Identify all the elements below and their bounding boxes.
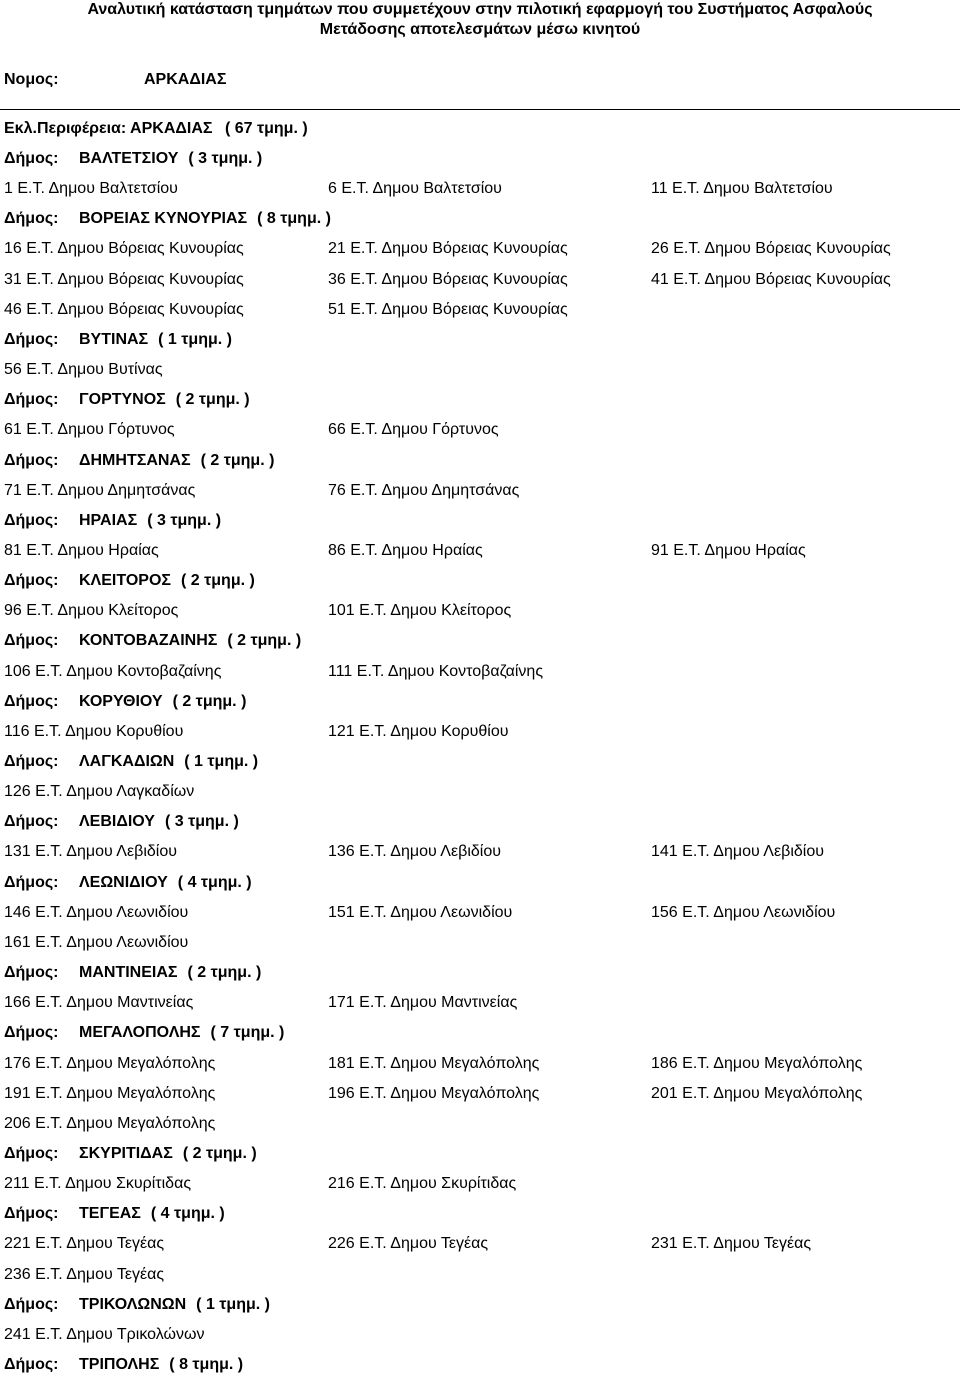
municipality-label: Δήμος:	[4, 572, 59, 590]
region-count: ( 67 τμημ. )	[224, 120, 308, 137]
section-entry: 146 Ε.Τ. Δημου Λεωνιδίου	[4, 903, 189, 921]
section-entry: 211 Ε.Τ. Δημου Σκυρίτιδας	[4, 1175, 192, 1193]
section-count: ( 1 τμημ. )	[184, 753, 259, 770]
municipality-label: Δήμος:	[4, 1295, 59, 1313]
municipality-label: Δήμος:	[4, 873, 59, 891]
municipality-name: ΜΑΝΤΙΝΕΙΑΣ	[79, 964, 178, 982]
municipality-name: ΚΟΡΥΘΙΟΥ	[79, 692, 163, 710]
section-entry: 61 Ε.Τ. Δημου Γόρτυνος	[4, 421, 175, 439]
section-entry: 16 Ε.Τ. Δημου Βόρειας Κυνουρίας	[4, 240, 244, 258]
section-entry: 1 Ε.Τ. Δημου Βαλτετσίου	[4, 180, 178, 198]
municipality-name: ΛΕΒΙΔΙΟΥ	[79, 813, 155, 831]
divider	[0, 109, 960, 110]
municipality-heading	[4, 868, 252, 898]
municipality-heading	[4, 506, 221, 536]
section-count: ( 4 τμημ. )	[150, 1205, 225, 1223]
section-count: ( 3 τμημ. )	[188, 150, 263, 167]
municipality-label: Δήμος:	[4, 210, 59, 228]
section-entry: 236 Ε.Τ. Δημου Τεγέας	[4, 1265, 165, 1283]
section-entry: 171 Ε.Τ. Δημου Μαντινείας	[328, 994, 518, 1012]
prefecture-heading	[4, 68, 226, 92]
municipality-label: Δήμος:	[4, 1356, 59, 1373]
section-entry: 36 Ε.Τ. Δημου Βόρειας Κυνουρίας	[328, 270, 568, 288]
municipality-name: ΒΑΛΤΕΤΣΙΟΥ	[79, 150, 179, 167]
municipality-label: Δήμος:	[4, 511, 59, 529]
section-entry: 91 Ε.Τ. Δημου Ηραίας	[651, 541, 806, 559]
region-text: Εκλ.Περιφέρεια: ΑΡΚΑΔΙΑΣ	[4, 120, 213, 137]
municipality-name: ΗΡΑΙΑΣ	[79, 511, 138, 529]
municipality-label: Δήμος:	[4, 391, 59, 409]
municipality-heading	[4, 566, 255, 596]
municipality-label: Δήμος:	[4, 753, 59, 770]
section-entry: 191 Ε.Τ. Δημου Μεγαλόπολης	[4, 1084, 216, 1102]
section-entry: 121 Ε.Τ. Δημου Κορυθίου	[328, 722, 509, 740]
section-entry: 221 Ε.Τ. Δημου Τεγέας	[4, 1235, 165, 1253]
section-entry: 201 Ε.Τ. Δημου Μεγαλόπολης	[651, 1084, 863, 1102]
municipality-name: ΤΡΙΚΟΛΩΝΩΝ	[79, 1295, 187, 1313]
municipality-label: Δήμος:	[4, 330, 59, 348]
section-entry: 41 Ε.Τ. Δημου Βόρειας Κυνουρίας	[651, 270, 891, 288]
municipality-heading	[4, 385, 250, 415]
municipality-name: ΤΡΙΠΟΛΗΣ	[79, 1356, 160, 1373]
section-count: ( 1 τμημ. )	[158, 330, 232, 348]
municipality-heading	[4, 1139, 257, 1169]
municipality-name: ΤΕΓΕΑΣ	[79, 1205, 141, 1223]
region-heading	[4, 114, 308, 144]
title-line-1: Αναλυτική κατάσταση τμημάτων που συμμετέχουν στην πιλοτική εφαρμογή του Συστήματος Ασφαλούς	[87, 1, 873, 18]
section-entry: 51 Ε.Τ. Δημου Βόρειας Κυνουρίας	[328, 300, 568, 318]
section-entry: 226 Ε.Τ. Δημου Τεγέας	[328, 1235, 489, 1253]
section-entry: 131 Ε.Τ. Δημου Λεβιδίου	[4, 843, 177, 861]
section-entry: 216 Ε.Τ. Δημου Σκυρίτιδας	[328, 1175, 517, 1193]
municipality-name: ΜΕΓΑΛΟΠΟΛΗΣ	[79, 1024, 201, 1042]
municipality-heading	[4, 626, 301, 656]
section-entry: 136 Ε.Τ. Δημου Λεβιδίου	[328, 843, 501, 861]
section-entry: 206 Ε.Τ. Δημου Μεγαλόπολης	[4, 1114, 216, 1132]
section-entry: 231 Ε.Τ. Δημου Τεγέας	[651, 1235, 812, 1253]
section-count: ( 2 τμημ. )	[172, 692, 247, 710]
document-title	[0, 0, 960, 40]
section-entry: 81 Ε.Τ. Δημου Ηραίας	[4, 541, 159, 559]
municipality-name: ΚΟΝΤΟΒΑΖΑΙΝΗΣ	[79, 632, 218, 650]
municipality-heading	[4, 1199, 225, 1229]
section-count: ( 2 τμημ. )	[182, 1144, 257, 1162]
municipality-label: Δήμος:	[4, 1024, 59, 1042]
section-count: ( 2 τμημ. )	[181, 572, 255, 590]
section-count: ( 2 τμημ. )	[200, 451, 275, 469]
section-entry: 176 Ε.Τ. Δημου Μεγαλόπολης	[4, 1054, 216, 1072]
section-entry: 66 Ε.Τ. Δημου Γόρτυνος	[328, 421, 499, 439]
section-entry: 166 Ε.Τ. Δημου Μαντινείας	[4, 994, 194, 1012]
section-entry: 141 Ε.Τ. Δημου Λεβιδίου	[651, 843, 824, 861]
municipality-name: ΔΗΜΗΤΣΑΝΑΣ	[79, 451, 191, 469]
section-entry: 11 Ε.Τ. Δημου Βαλτετσίου	[651, 180, 833, 198]
section-entry: 76 Ε.Τ. Δημου Δημητσάνας	[328, 481, 520, 499]
municipality-label: Δήμος:	[4, 964, 59, 982]
title-line-2: Μετάδοσης αποτελεσμάτων μέσω κινητού	[319, 21, 641, 38]
section-count: ( 7 τμημ. )	[210, 1024, 285, 1042]
municipality-label: Δήμος:	[4, 150, 59, 167]
municipality-name: ΣΚΥΡΙΤΙΔΑΣ	[79, 1144, 173, 1162]
section-entry: 6 Ε.Τ. Δημου Βαλτετσίου	[328, 180, 502, 198]
municipality-heading	[4, 446, 274, 476]
section-entry: 156 Ε.Τ. Δημου Λεωνιδίου	[651, 903, 836, 921]
section-count: ( 3 τμημ. )	[147, 511, 222, 529]
municipality-label: Δήμος:	[4, 1144, 59, 1162]
section-entry: 56 Ε.Τ. Δημου Βυτίνας	[4, 361, 163, 379]
section-entry: 71 Ε.Τ. Δημου Δημητσάνας	[4, 481, 196, 499]
section-entry: 116 Ε.Τ. Δημου Κορυθίου	[4, 722, 184, 740]
section-entry: 96 Ε.Τ. Δημου Κλείτορος	[4, 602, 179, 620]
section-entry: 186 Ε.Τ. Δημου Μεγαλόπολης	[651, 1054, 863, 1072]
section-entry: 26 Ε.Τ. Δημου Βόρειας Κυνουρίας	[651, 240, 891, 258]
municipality-heading	[4, 958, 261, 988]
municipality-label: Δήμος:	[4, 632, 59, 650]
municipality-heading	[4, 204, 331, 234]
municipality-label: Δήμος:	[4, 692, 59, 710]
municipality-heading	[4, 807, 239, 837]
prefecture-name: ΑΡΚΑΔΙΑΣ	[144, 71, 227, 88]
section-count: ( 2 τμημ. )	[227, 632, 302, 650]
section-count: ( 2 τμημ. )	[175, 391, 250, 409]
municipality-heading	[4, 1018, 284, 1048]
section-entry: 21 Ε.Τ. Δημου Βόρειας Κυνουρίας	[328, 240, 568, 258]
section-entry: 86 Ε.Τ. Δημου Ηραίας	[328, 541, 483, 559]
municipality-name: ΛΑΓΚΑΔΙΩΝ	[79, 753, 175, 770]
section-count: ( 2 τμημ. )	[187, 964, 262, 982]
section-entry: 151 Ε.Τ. Δημου Λεωνιδίου	[328, 903, 513, 921]
section-entry: 101 Ε.Τ. Δημου Κλείτορος	[328, 602, 512, 620]
municipality-name: ΛΕΩΝΙΔΙΟΥ	[79, 873, 168, 891]
section-entry: 126 Ε.Τ. Δημου Λαγκαδίων	[4, 783, 195, 801]
section-entry: 161 Ε.Τ. Δημου Λεωνιδίου	[4, 933, 189, 951]
municipality-name: ΓΟΡΤΥΝΟΣ	[79, 391, 166, 409]
section-entry: 111 Ε.Τ. Δημου Κοντοβαζαίνης	[328, 662, 544, 680]
section-entry: 106 Ε.Τ. Δημου Κοντοβαζαίνης	[4, 662, 222, 680]
prefecture-label: Νομος:	[4, 71, 59, 88]
municipality-heading	[4, 687, 246, 717]
section-entry: 196 Ε.Τ. Δημου Μεγαλόπολης	[328, 1084, 540, 1102]
municipality-label: Δήμος:	[4, 1205, 59, 1223]
municipality-name: ΚΛΕΙΤΟΡΟΣ	[79, 572, 171, 590]
municipality-label: Δήμος:	[4, 813, 59, 831]
section-entry: 181 Ε.Τ. Δημου Μεγαλόπολης	[328, 1054, 540, 1072]
section-count: ( 8 τμημ. )	[257, 210, 331, 228]
section-count: ( 3 τμημ. )	[164, 813, 239, 831]
municipality-label: Δήμος:	[4, 451, 59, 469]
municipality-heading	[4, 1350, 243, 1380]
section-count: ( 8 τμημ. )	[169, 1356, 244, 1373]
municipality-heading	[4, 144, 262, 174]
municipality-name: ΒΥΤΙΝΑΣ	[79, 330, 149, 348]
municipality-heading	[4, 1290, 270, 1320]
section-count: ( 4 τμημ. )	[177, 873, 252, 891]
section-count: ( 1 τμημ. )	[196, 1295, 270, 1313]
section-entry: 46 Ε.Τ. Δημου Βόρειας Κυνουρίας	[4, 300, 244, 318]
municipality-name: ΒΟΡΕΙΑΣ ΚΥΝΟΥΡΙΑΣ	[79, 210, 248, 228]
municipality-heading	[4, 747, 258, 777]
section-entry: 31 Ε.Τ. Δημου Βόρειας Κυνουρίας	[4, 270, 244, 288]
section-entry: 241 Ε.Τ. Δημου Τρικολώνων	[4, 1325, 205, 1343]
municipality-heading	[4, 325, 232, 355]
